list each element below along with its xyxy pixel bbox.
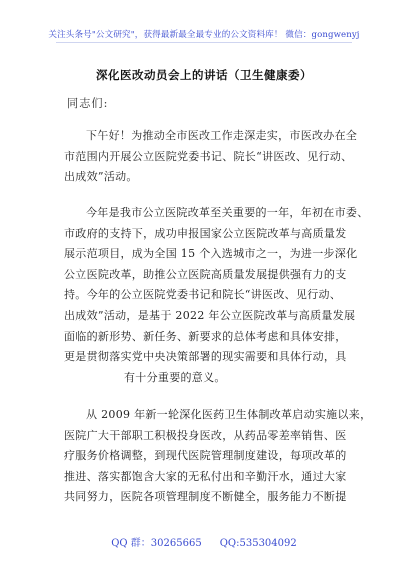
paragraph-2 [64, 203, 369, 388]
paragraph-line: 面临的新形势、新任务、新要求的总体考虑和具体安排， [64, 329, 347, 343]
paragraph-line: 出成效”活动。 [64, 170, 138, 184]
paragraph-line: 医院广大干部职工积极投身医改，从药品零差率销售、医 [64, 428, 347, 442]
paragraph-line: 从 2009 年新一轮深化医药卫生体制改革启动实施以来， [86, 408, 372, 421]
paragraph-line: 共同努力，医院各项管理制度不断健全，服务能力不断提 [64, 490, 347, 504]
salutation: 同志们: [67, 97, 109, 110]
paragraph-line: 出成效”活动，是基于 2022 年公立医院改革与高质量发展 [64, 308, 356, 322]
header-note: 关注头条号"公文研究"，获得最新最全最专业的公文资料库！ 微信：gongwenyj [48, 30, 360, 40]
paragraph-1 [64, 126, 358, 188]
paragraph-line: 下午好！为推动全市医改工作走深走实，市医改办在全 [86, 129, 358, 142]
qq-group-text: QQ 群：30265665 [111, 538, 202, 549]
paragraph-line: 推进、落实都饱含大家的无私付出和辛勤汗水，通过大家 [64, 469, 347, 483]
paragraph-line: 市政府的支持下，成功申报国家公立医院改革与高质量发 [64, 226, 347, 240]
document-title: 深化医改动员会上的讲话（卫生健康委） [96, 68, 312, 82]
header-divider [56, 42, 352, 43]
paragraph-line: 有十分重要的意义。 [124, 370, 226, 384]
paragraph-line: 更是贯彻落实党中央决策部署的现实需要和具体行动，具 [64, 350, 347, 364]
paragraph-line: 疗服务价格调整，到现代医院管理制度建设，每项改革的 [64, 449, 347, 463]
paragraph-line: 今年是我市公立医院改革至关重要的一年，年初在市委、 [86, 206, 369, 219]
paragraph-line: 市范围内开展公立医院党委书记、院长“讲医改、见行动、 [64, 149, 353, 163]
footer-contact [0, 534, 408, 549]
paragraph-line: 公立医院改革，助推公立医院高质量发展提供强有力的支 [64, 267, 347, 281]
paragraph-3 [64, 405, 372, 508]
paragraph-line: 展示范项目，成为全国 15 个入选城市之一，为进一步深化 [64, 247, 358, 261]
qq-text: QQ:535304092 [219, 538, 297, 549]
paragraph-line: 持。今年的公立医院党委书记和院长“讲医改、见行动、 [64, 288, 342, 302]
